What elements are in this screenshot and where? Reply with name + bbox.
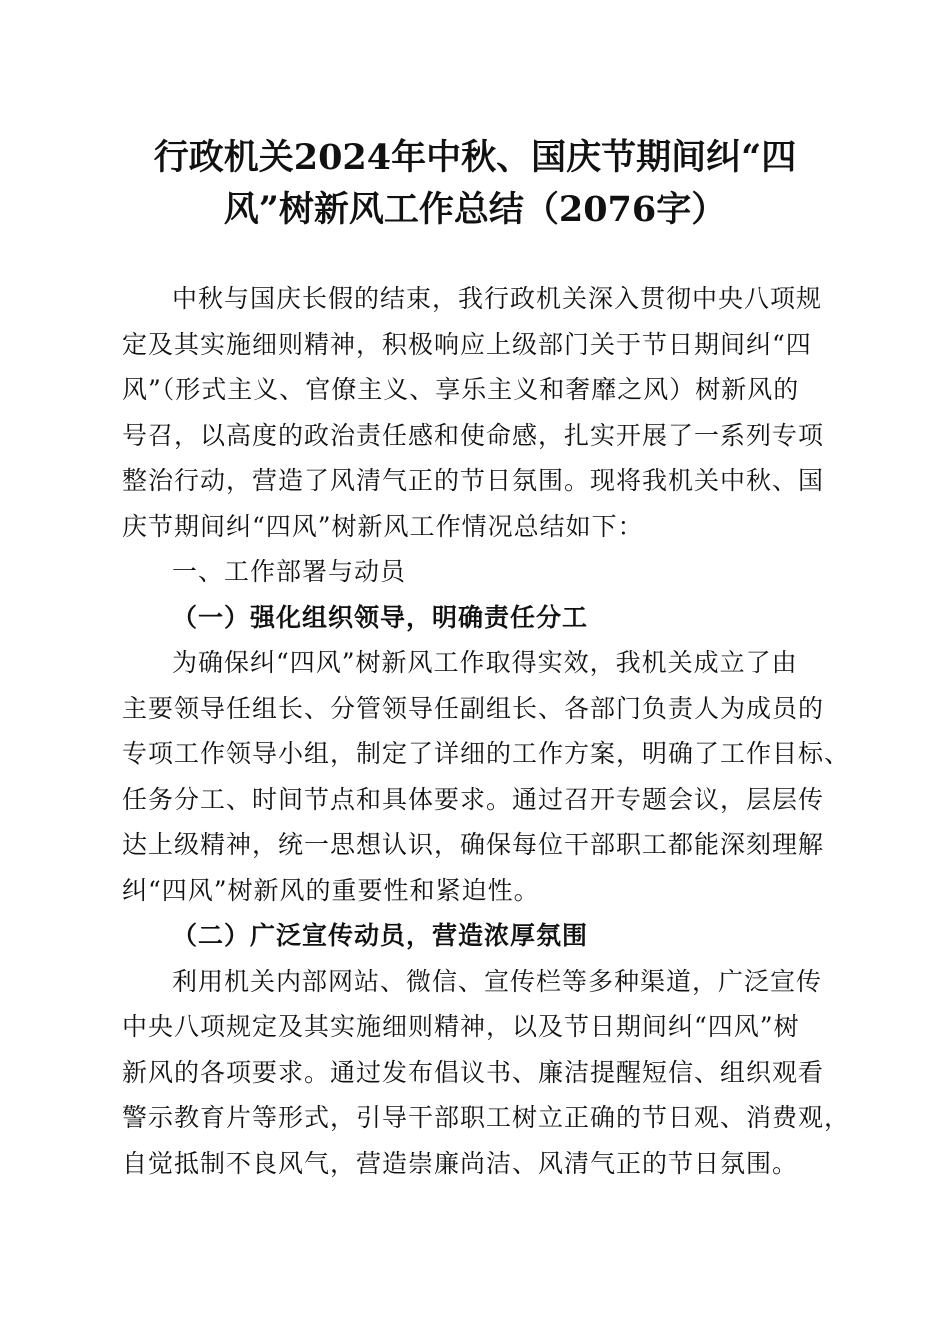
- title-line: 行政机关2024年中秋、国庆节期间纠“四: [153, 137, 797, 178]
- paragraph-line: 为确保纠“四风”树新风工作取得实效，我机关成立了由: [172, 648, 798, 677]
- document-body: [122, 276, 851, 1186]
- subsection-1-paragraph: [122, 640, 851, 913]
- paragraph-line: 达上级精神，统一思想认识，确保每位干部职工都能深刻理解: [122, 830, 825, 859]
- paragraph-line: 任务分工、时间节点和具体要求。通过召开专题会议，层层传: [122, 784, 825, 814]
- paragraph-line: 风”（形式主义、官僚主义、享乐主义和奢靡之风）树新风的: [122, 375, 800, 404]
- paragraph-line: 中秋与国庆长假的结束，我行政机关深入贯彻中央八项规: [172, 284, 823, 313]
- title-line: 风”树新风工作总结（2076字）: [223, 189, 727, 230]
- paragraph-line: 主要领导任组长、分管领导任副组长、各部门负责人为成员的: [122, 693, 825, 723]
- paragraph-line: 专项工作领导小组，制定了详细的工作方案，明确了工作目标、: [122, 739, 851, 768]
- paragraph-line: 警示教育片等形式，引导干部职工树立正确的节日观、消费观，: [122, 1103, 851, 1132]
- paragraph-line: 中央八项规定及其实施细则精神，以及节日期间纠“四风”树: [122, 1012, 800, 1041]
- section-heading: 一、工作部署与动员: [172, 557, 407, 586]
- subsection-2-paragraph: [122, 959, 851, 1187]
- paragraph-line: 庆节期间纠“四风”树新风工作情况总结如下：: [122, 511, 644, 541]
- paragraph-line: 号召，以高度的政治责任感和使命感，扎实开展了一系列专项: [122, 420, 825, 450]
- subsection-heading: （二）广泛宣传动员，营造浓厚氛围: [172, 921, 589, 950]
- intro-paragraph: [122, 276, 832, 549]
- subsection-heading: （一）强化组织领导，明确责任分工: [172, 602, 589, 632]
- paragraph-line: 定及其实施细则精神，积极响应上级部门关于节日期间纠“四: [122, 329, 812, 359]
- paragraph-line: 自觉抵制不良风气，营造崇廉尚洁、风清气正的节日氛围。: [122, 1148, 799, 1178]
- paragraph-line: 整治行动，营造了风清气正的节日氛围。现将我机关中秋、国: [122, 466, 825, 495]
- paragraph-line: 纠“四风”树新风的重要性和紧迫性。: [122, 875, 540, 905]
- paragraph-line: 利用机关内部网站、微信、宣传栏等多种渠道，广泛宣传: [172, 966, 823, 996]
- document-title: [100, 132, 850, 236]
- paragraph-line: 新风的各项要求。通过发布倡议书、廉洁提醒短信、组织观看: [122, 1057, 825, 1087]
